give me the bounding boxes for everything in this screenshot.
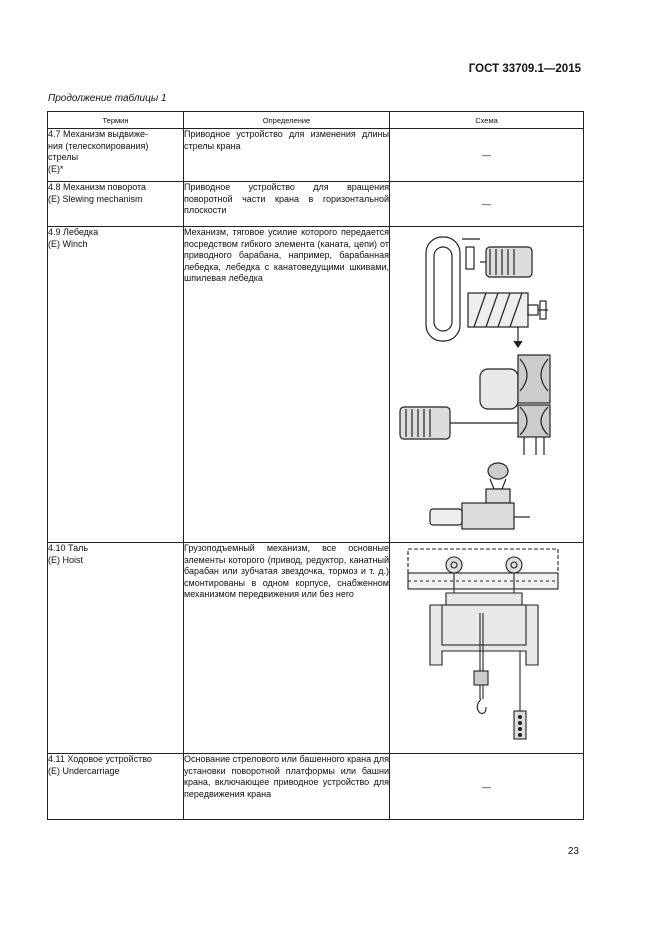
term-line: 4.9 Лебедка: [48, 227, 99, 237]
definition-cell: Основание стрелового или башенного крана для установки поворотной платформы или башни крана, включающее приводное устройство для передвижения крана: [184, 754, 390, 820]
term-line: (E) Undercarriage: [48, 765, 120, 776]
definition-cell: Грузоподъемный механизм, все основные элементы которого (привод, редуктор, канатный барабан или зубчатая звездочка, тормоз и т. д.) смонтированы в одном корпусе, снабженном механизмом передвижения или без него: [184, 543, 390, 754]
scheme-cell: —: [390, 129, 584, 182]
term-cell: [48, 182, 184, 227]
page-number: 23: [567, 846, 579, 857]
definition-cell: Приводное устройство для вращения поворотной части крана в горизонтальной плоскости: [184, 182, 390, 227]
term-line: стрелы: [48, 152, 79, 162]
table-row: [48, 182, 584, 227]
definition-cell: Механизм, тяговое усилие которого передается посредством гибкого элемента (каната, цепи) от приводного барабана, например, барабанная лебедка, лебедка с канатоведущими шкивами, шпилевая лебедка: [184, 227, 390, 543]
term-line: 4.10 Таль: [48, 543, 89, 553]
term-line: (E) Slewing mechanism: [48, 193, 143, 204]
scheme-cell: [390, 227, 584, 543]
winch-diagram: [390, 227, 582, 541]
column-header-scheme: Схема: [390, 112, 584, 129]
column-header-term: Термин: [48, 112, 184, 129]
scheme-cell: —: [390, 754, 584, 820]
hoist-diagram: [390, 543, 582, 752]
standard-designation: ГОСТ 33709.1—2015: [468, 63, 581, 75]
term-cell: [48, 227, 184, 543]
term-cell: [48, 543, 184, 754]
term-line: 4.7 Механизм выдвиже-: [48, 129, 148, 139]
scheme-cell: —: [390, 182, 584, 227]
term-line: (E) Winch: [48, 238, 88, 249]
scheme-cell: [390, 543, 584, 754]
definition-cell: Приводное устройство для изменения длины стрелы крана: [184, 129, 390, 182]
term-line: (E)*: [48, 163, 64, 174]
term-line: (E) Hoist: [48, 554, 84, 565]
term-cell: [48, 754, 184, 820]
table-row: [48, 754, 584, 820]
table-row: [48, 227, 584, 543]
column-header-definition: Определение: [184, 112, 390, 129]
table-caption: Продолжение таблицы 1: [48, 93, 167, 104]
table-header-row: [48, 112, 584, 129]
term-cell: [48, 129, 184, 182]
term-line: 4.8 Механизм поворота: [48, 182, 147, 192]
table-row: [48, 543, 584, 754]
table-row: [48, 129, 584, 182]
term-line: 4.11 Ходовое устройство: [48, 754, 152, 764]
terms-table: [47, 111, 584, 820]
term-line: ния (телескопирования): [48, 140, 149, 151]
